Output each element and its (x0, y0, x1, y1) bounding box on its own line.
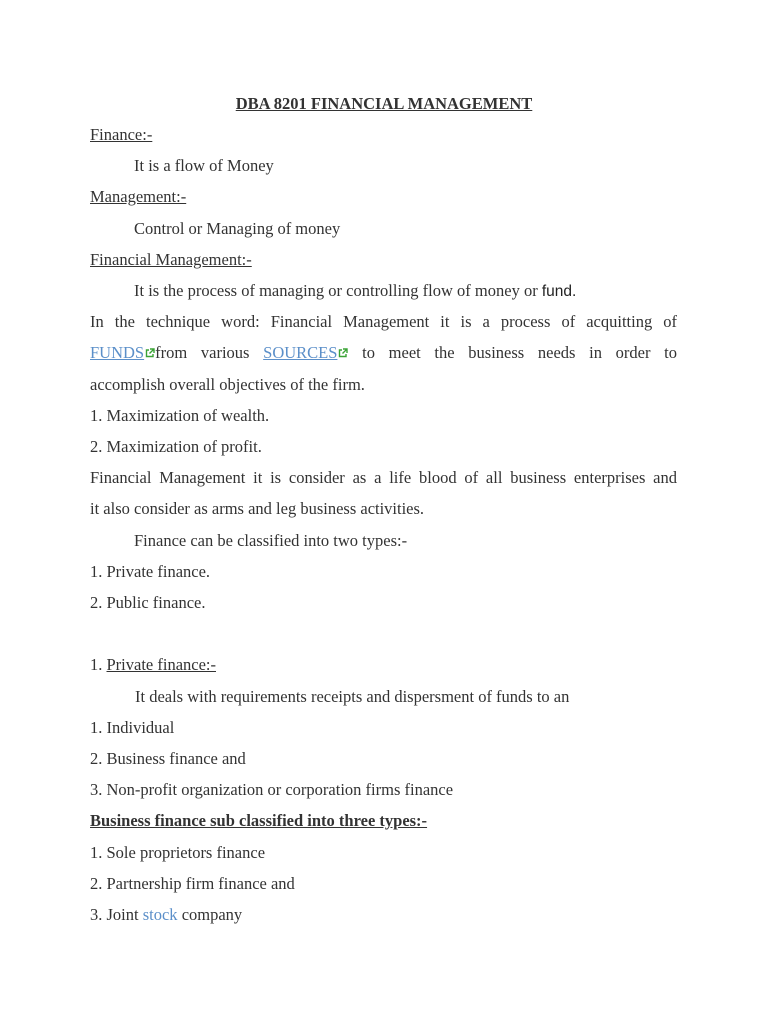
private-item-3: 3. Non-profit organization or corporation firms finance (90, 780, 454, 799)
private-item-2: 2. Business finance and (90, 749, 246, 768)
management-definition: Control or Managing of money (134, 219, 341, 238)
finance-type-2: 2. Public finance. (90, 593, 206, 612)
business-finance-heading: Business finance sub classified into three types:- (90, 811, 428, 830)
business-item-1: 1. Sole proprietors finance (90, 843, 266, 862)
business-item-3-prefix: 3. Joint (90, 905, 139, 924)
technique-line-2-rest: to meet the business needs in order to (362, 343, 678, 362)
finance-type-1: 1. Private finance. (90, 562, 211, 581)
finance-definition: It is a flow of Money (134, 156, 274, 175)
technique-line-3: accomplish overall objectives of the firm. (90, 375, 365, 394)
technique-line-2 (90, 343, 677, 363)
objective-item-2: 2. Maximization of profit. (90, 437, 262, 456)
private-finance-heading-line (90, 655, 677, 675)
financial-management-definition (134, 281, 721, 302)
document-title: DBA 8201 FINANCIAL MANAGEMENT (235, 94, 533, 113)
external-link-icon (338, 343, 348, 353)
private-finance-heading: Private finance:- (106, 655, 216, 674)
classification-intro: Finance can be classified into two types:- (134, 531, 408, 550)
sources-link[interactable]: SOURCES (263, 343, 338, 362)
private-finance-number: 1. (90, 655, 107, 674)
finance-heading: Finance:- (90, 125, 153, 144)
private-item-1: 1. Individual (90, 718, 175, 737)
business-item-3-suffix: company (177, 905, 243, 924)
management-heading: Management:- (90, 187, 187, 206)
life-blood-line-1: Financial Management it is consider as a life blood of all business enterprises and (90, 468, 677, 487)
financial-management-heading: Financial Management:- (90, 250, 252, 269)
business-item-3 (90, 905, 677, 925)
external-link-icon (145, 343, 155, 353)
private-finance-definition: It deals with requirements receipts and dispersment of funds to an (135, 687, 570, 706)
from-various-text: from various (155, 343, 250, 362)
fm-definition-fund: fund. (541, 283, 577, 300)
objective-item-1: 1. Maximization of wealth. (90, 406, 270, 425)
life-blood-line-2: it also consider as arms and leg business activities. (90, 499, 425, 518)
stock-link[interactable]: stock (138, 905, 178, 924)
technique-line-1: In the technique word: Financial Management it is a process of acquitting of (90, 312, 677, 331)
business-item-2: 2. Partnership firm finance and (90, 874, 295, 893)
funds-link[interactable]: FUNDS (90, 343, 145, 362)
fm-definition-text: It is the process of managing or controlling flow of money or (134, 281, 542, 300)
